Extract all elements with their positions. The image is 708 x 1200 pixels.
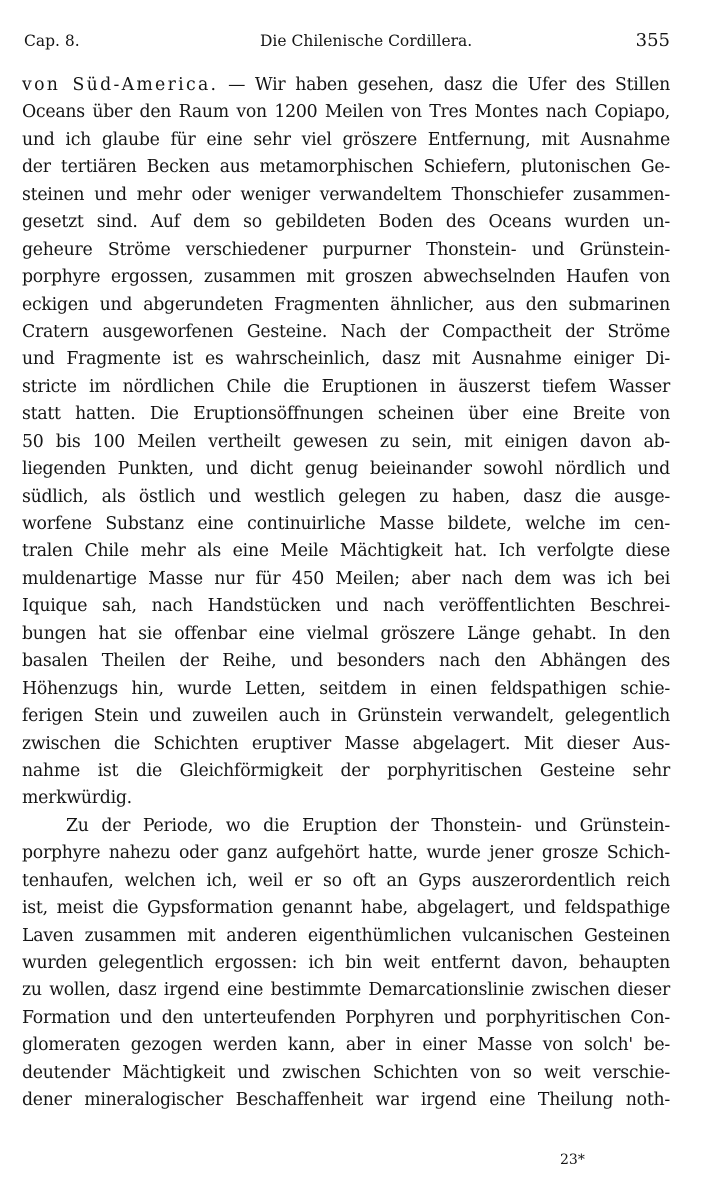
chapter-label: Cap. 8. [24, 32, 80, 50]
text-line: 50 bis 100 Meilen vertheilt gewesen zu sein, mit einigen davon ab- [22, 431, 670, 452]
page-number: 355 [635, 30, 670, 51]
text-line: gesetzt sind. Auf dem so gebildeten Boden des Oceans wurden un- [22, 212, 670, 233]
text-line: Cratern ausgeworfenen Gesteine. Nach der Compactheit der Ströme [22, 321, 670, 342]
text-line: deutender Mächtigkeit und zwischen Schichten von so weit verschie- [22, 1062, 670, 1083]
text-line: und ich glaube für eine sehr viel gröszere Entfernung, mit Ausnahme [22, 129, 670, 150]
text-line: stricte im nördlichen Chile die Eruptionen in äuszerst tiefem Wasser [22, 376, 670, 397]
text-line: und Fragmente ist es wahrscheinlich, dasz mit Ausnahme einiger Di- [22, 349, 670, 370]
text-line: tenhaufen, welchen ich, weil er so oft an Gyps auszerordentlich reich [22, 870, 670, 891]
text-line: Iquique sah, nach Handstücken und nach veröffentlichten Beschrei- [22, 596, 670, 617]
text-line: ist, meist die Gypsformation genannt habe, abgelagert, und feldspathige [22, 898, 670, 919]
text-line: Oceans über den Raum von 1200 Meilen von Tres Montes nach Copiapo, [22, 102, 670, 123]
line-remainder: — Wir haben gesehen, dasz die Ufer des Stillen [228, 75, 670, 95]
text-line: zu wollen, dasz irgend eine bestimmte Demarcationslinie zwischen dieser [22, 980, 670, 1001]
signature-mark: 23* [560, 1152, 585, 1168]
text-line: nahme ist die Gleichförmigkeit der porphyritischen Gesteine sehr [22, 760, 670, 781]
text-line: glomeraten gezogen werden kann, aber in einer Masse von solch' be- [22, 1035, 670, 1056]
text-line: Höhenzugs hin, wurde Letten, seitdem in einen feldspathigen schie- [22, 678, 670, 699]
text-line: bungen hat sie offenbar eine vielmal gröszere Länge gehabt. In den [22, 623, 670, 644]
text-line: der tertiären Becken aus metamorphischen Schiefern, plutonischen Ge- [22, 157, 670, 178]
paragraph-2 [22, 813, 670, 1115]
text-line: südlich, als östlich und westlich gelegen zu haben, dasz die ausge- [22, 486, 670, 507]
text-line: wurden gelegentlich ergossen: ich bin weit entfernt davon, behaupten [22, 953, 670, 973]
text-line: zwischen die Schichten eruptiver Masse abgelagert. Mit dieser Aus- [22, 733, 670, 754]
text-line: ferigen Stein und zuweilen auch in Grünstein verwandelt, gelegentlich [22, 706, 670, 727]
running-header [22, 30, 670, 56]
text-line: eckigen und abgerundeten Fragmenten ähnlicher, aus den submarinen [22, 294, 670, 315]
text-line: porphyre nahezu oder ganz aufgehört hatte, wurde jener grosze Schich- [22, 843, 670, 864]
paragraph-1 [22, 99, 670, 812]
running-title: Die Chilenische Cordillera. [260, 32, 473, 50]
text-line: liegenden Punkten, und dicht genug beieinander sowohl nördlich und [22, 459, 670, 480]
text-line: statt hatten. Die Eruptionsöffnungen scheinen über eine Breite von [22, 404, 670, 425]
text-line: porphyre ergossen, zusammen mit groszen abwechselnden Haufen von [22, 267, 670, 288]
text-line: merkwürdig. [22, 788, 132, 809]
text-line: worfene Substanz eine continuirliche Masse bildete, welche im cen- [22, 514, 670, 534]
text-line: Zu der Periode, wo die Eruption der Thonstein- und Grünstein- [66, 815, 670, 836]
text-line: steinen und mehr oder weniger verwandeltem Thonschiefer zusammen- [22, 184, 670, 205]
text-line [22, 72, 670, 99]
text-line: basalen Theilen der Reihe, und besonders nach den Abhängen des [22, 651, 670, 672]
body-text [22, 72, 670, 1115]
text-line: dener mineralogischer Beschaffenheit war irgend eine Theilung noth- [22, 1090, 670, 1111]
text-line: muldenartige Masse nur für 450 Meilen; aber nach dem was ich bei [22, 568, 670, 589]
text-line: geheure Ströme verschiedener purpurner Thonstein- und Grünstein- [22, 239, 670, 260]
spaced-phrase: von Süd-America. [22, 75, 219, 95]
text-line: Formation und den unterteufenden Porphyren und porphyritischen Con- [22, 1007, 670, 1028]
text-line: Laven zusammen mit anderen eigenthümlichen vulcanischen Gesteinen [22, 925, 670, 946]
text-line: tralen Chile mehr als eine Meile Mächtigkeit hat. Ich verfolgte diese [22, 541, 670, 562]
